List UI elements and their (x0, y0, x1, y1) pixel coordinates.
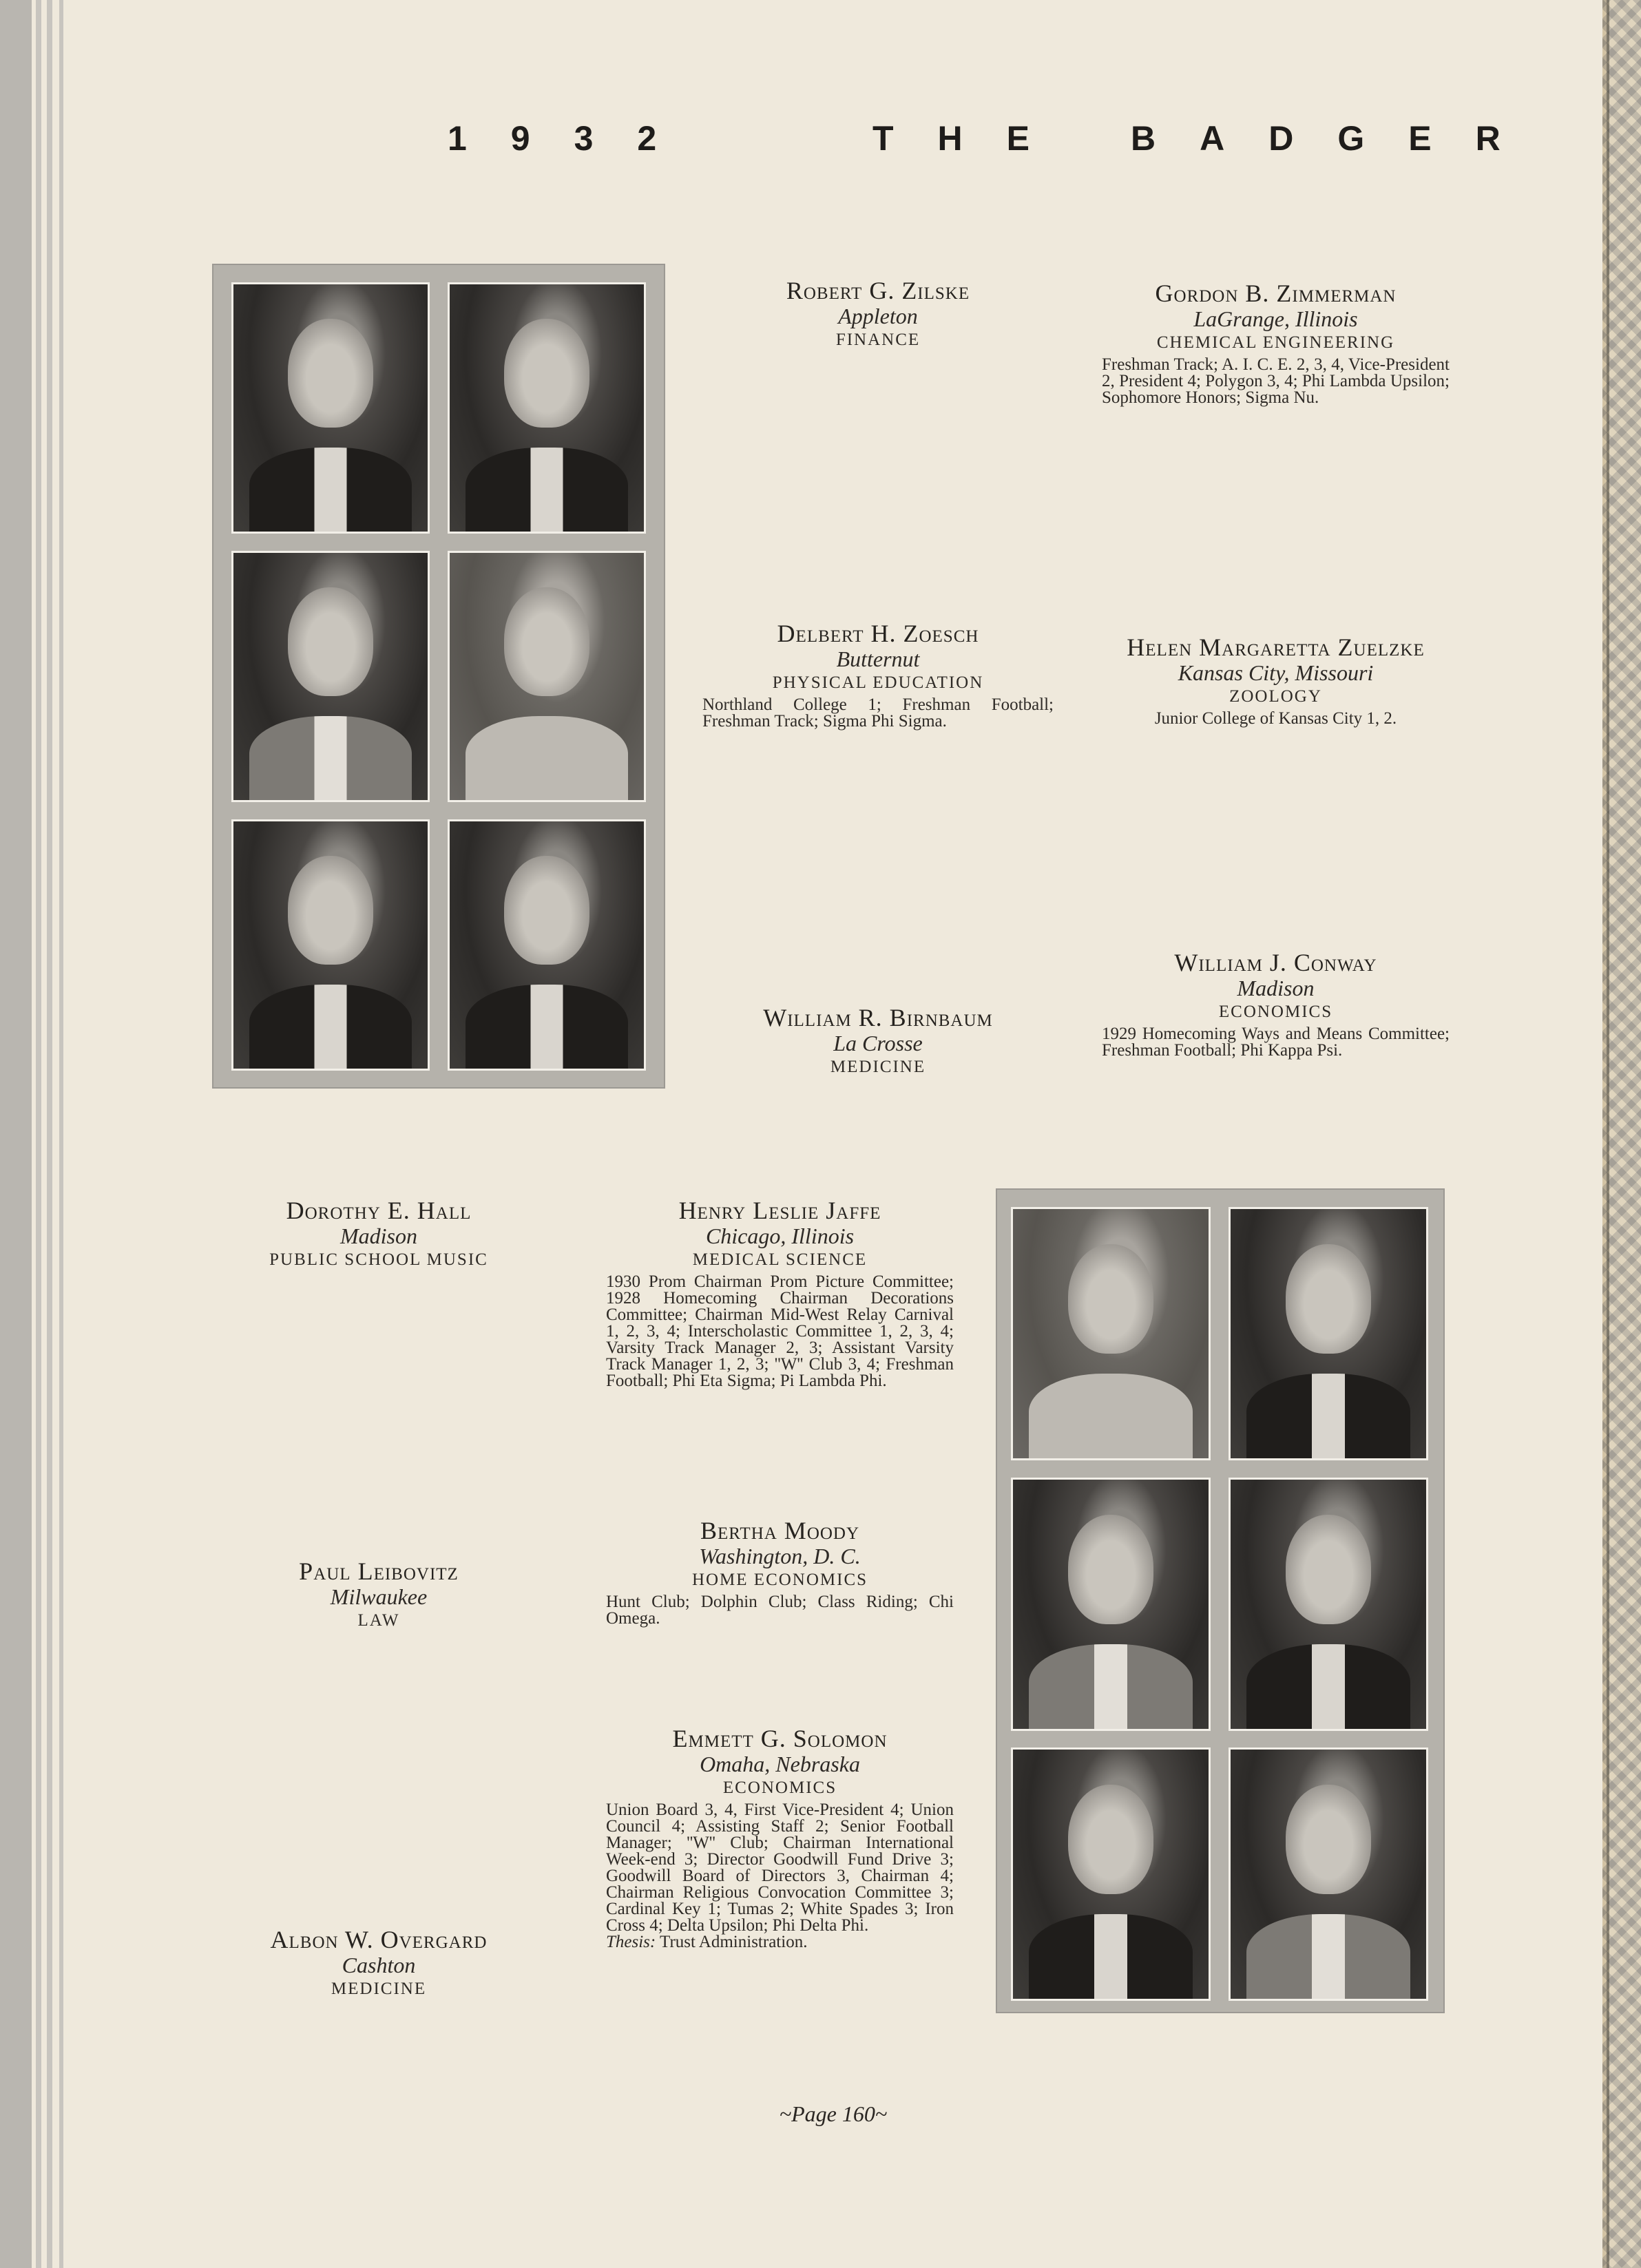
student-major: ZOOLOGY (1229, 687, 1322, 706)
student-major: MEDICINE (830, 1058, 926, 1077)
student-hometown: Madison (1237, 976, 1315, 1001)
photo-grid-bottom (996, 1188, 1445, 2013)
student-activities: Hunt Club; Dolphin Club; Class Riding; Chi Omega. (606, 1593, 954, 1628)
header-year: 1932 (448, 119, 701, 158)
portrait-solomon (1229, 1747, 1428, 2001)
portrait-moody (1229, 1478, 1428, 1731)
portrait-zilske (231, 282, 430, 534)
student-name: Emmett G. Solomon (672, 1725, 888, 1752)
header-title: BADGER (1131, 119, 1545, 158)
entry-zimmerman (1102, 280, 1450, 406)
portrait-zoesch (231, 551, 430, 802)
portrait-zuelzke (448, 551, 646, 802)
portrait-leibovitz (1011, 1478, 1211, 1731)
portrait-zimmerman (448, 282, 646, 534)
student-hometown: Kansas City, Missouri (1178, 660, 1374, 686)
student-activities: Junior College of Kansas City 1, 2. (1154, 709, 1397, 728)
student-major: ECONOMICS (1218, 1002, 1333, 1022)
student-activities: 1930 Prom Chairman Prom Picture Committee; 1928 Homecoming Chairman Decorations Committee; Chairman Mid-West Relay Carnival 1, 2, 3, 4; Interscholastic Committee 1, 2, 3, 4; Varsity Track Manager 2, 3; Assistant Varsity Track Manager 1, 2, 3; ''W'' Club 3, 4; Freshman Football; Phi Eta Sigma; Pi Lambda Phi. (606, 1272, 954, 1391)
student-hometown: Chicago, Illinois (705, 1224, 855, 1249)
thesis-label: Thesis: (606, 1933, 656, 1952)
student-major: PHYSICAL EDUCATION (772, 673, 984, 693)
student-name: Paul Leibovitz (299, 1557, 459, 1585)
student-name: Delbert H. Zoesch (777, 620, 979, 647)
entry-leibovitz (234, 1557, 523, 1630)
student-major: LAW (357, 1611, 400, 1630)
page-number: ~Page 160~ (779, 2101, 888, 2126)
entry-zuelzke (1095, 633, 1456, 727)
student-major: MEDICINE (331, 1980, 427, 1999)
student-hometown: Appleton (838, 304, 918, 329)
student-major: FINANCE (835, 330, 921, 350)
student-activities: 1929 Homecoming Ways and Means Committee; Freshman Football; Phi Kappa Psi. (1102, 1025, 1450, 1060)
student-major: MEDICAL SCIENCE (692, 1250, 868, 1270)
entry-overgard (234, 1926, 523, 1999)
right-decorative-border (1602, 0, 1641, 2268)
student-name: Bertha Moody (700, 1517, 860, 1544)
entry-hall (234, 1197, 523, 1270)
portrait-birnbaum (231, 819, 430, 1071)
student-hometown: Madison (340, 1224, 417, 1249)
left-decorative-border (0, 0, 67, 2268)
entry-birnbaum (730, 1004, 1026, 1077)
student-major: PUBLIC SCHOOL MUSIC (269, 1250, 488, 1270)
student-thesis (606, 1934, 954, 1951)
student-name: Helen Margaretta Zuelzke (1127, 633, 1425, 661)
student-major: ECONOMICS (722, 1778, 837, 1798)
student-major: CHEMICAL ENGINEERING (1156, 333, 1395, 353)
student-name: Henry Leslie Jaffe (678, 1197, 881, 1224)
entry-solomon (606, 1725, 954, 1951)
entry-conway (1102, 949, 1450, 1059)
entry-jaffe (606, 1197, 954, 1389)
student-hometown: Omaha, Nebraska (700, 1752, 860, 1777)
student-name: William J. Conway (1174, 949, 1377, 976)
portrait-jaffe (1229, 1207, 1428, 1460)
student-name: Dorothy E. Hall (286, 1197, 472, 1224)
student-hometown: Milwaukee (330, 1584, 428, 1610)
student-hometown: La Crosse (833, 1031, 923, 1056)
student-name: William R. Birnbaum (763, 1004, 993, 1031)
entry-zoesch (702, 620, 1054, 730)
thesis-title: Trust Administration. (660, 1933, 808, 1952)
entry-zilske (730, 277, 1026, 350)
header-the: THE (872, 119, 1074, 158)
student-name: Gordon B. Zimmerman (1155, 280, 1397, 307)
portrait-conway (448, 819, 646, 1071)
photo-grid-top (212, 264, 665, 1089)
portrait-overgard (1011, 1747, 1211, 2001)
student-activities: Union Board 3, 4, First Vice-President 4; Union Council 4; Assisting Staff 2; Senior Football Manager; ''W'' Club; Chairman International Week-end 3; Director Goodwill Fund Drive 3; Goodwill Board of Directors 3, Chairman 4; Chairman Religious Convocation Committee 3; Cardinal Key 1; Tumas 2; White Spades 3; Iron Cross 4; Delta Upsilon; Phi Delta Phi. (606, 1800, 954, 1935)
portrait-hall (1011, 1207, 1211, 1460)
student-activities: Freshman Track; A. I. C. E. 2, 3, 4, Vice-President 2, President 4; Polygon 3, 4; Phi Lambda Upsilon; Sophomore Honors; Sigma Nu. (1102, 355, 1450, 408)
student-hometown: Butternut (836, 647, 920, 672)
student-name: Albon W. Overgard (270, 1926, 488, 1953)
student-activities: Northland College 1; Freshman Football; Freshman Track; Sigma Phi Sigma. (702, 695, 1054, 731)
entry-moody (606, 1517, 954, 1627)
student-major: HOME ECONOMICS (691, 1571, 868, 1590)
student-hometown: LaGrange, Illinois (1193, 306, 1358, 332)
student-hometown: Cashton (342, 1953, 416, 1978)
student-name: Robert G. Zilske (786, 277, 970, 304)
student-hometown: Washington, D. C. (699, 1544, 861, 1569)
